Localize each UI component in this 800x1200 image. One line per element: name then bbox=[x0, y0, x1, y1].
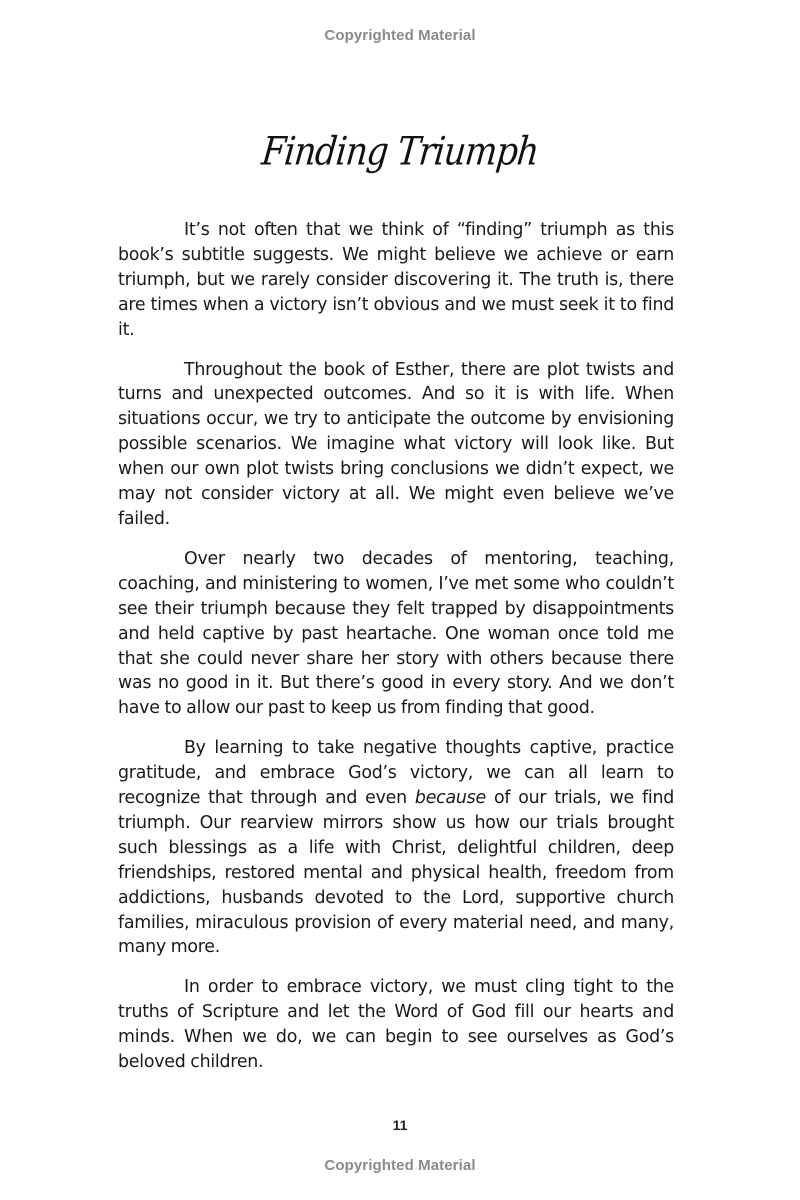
copyright-watermark-bottom: Copyrighted Material bbox=[324, 1157, 476, 1174]
paragraph-5: In order to embrace victory, we must cling tight to the truths of Scripture and let the Word of God fill our hearts and minds. When we do, we can begin to see ourselves as God’s beloved children. bbox=[118, 977, 674, 1073]
paragraph-3: Over nearly two decades of mentoring, teaching, coaching, and ministering to women, I’ve met some who couldn’t see their triumph because they felt trapped by disappointments and held captive by past heartache. One woman once told me that she could never share her story with others because there was no good in it. But there’s good in every story. And we don’t have to allow our past to keep us from finding that good. bbox=[118, 548, 674, 719]
paragraph-1: It’s not often that we think of “finding” triumph as this book’s subtitle suggests. We might believe we achieve or earn triumph, but we rarely consider discovering it. The truth is, there are times when a victory isn’t obvious and we must seek it to find it. bbox=[118, 220, 674, 340]
page-number: 11 bbox=[392, 1117, 408, 1133]
paragraph-4 bbox=[118, 736, 674, 960]
paragraph-4-before: By learning to take negative thoughts captive, practice gratitude, and embrace God’s victory, we can all learn to recognize that through and even bbox=[118, 738, 674, 809]
body-text bbox=[118, 218, 674, 1090]
paragraph-2: Throughout the book of Esther, there are plot twists and turns and unexpected outcomes. And so it is with life. When situations occur, we try to anticipate the outcome by envisioning possible scenarios. We imagine what victory will look like. But when our own plot twists bring conclusions we didn’t expect, we may not consider victory at all. We might even believe we’ve failed. bbox=[118, 359, 674, 529]
paragraph-4-after: of our trials, we find triumph. Our rearview mirrors show us how our trials brought such blessings as a life with Christ, delightful children, deep friendships, restored mental and physical health, freedom from addictions, husbands devoted to the Lord, supportive church families, miraculous provision of every material need, and many, many more. bbox=[118, 788, 675, 958]
chapter-title: Finding Triumph bbox=[259, 129, 541, 175]
copyright-watermark-top: Copyrighted Material bbox=[324, 27, 476, 44]
paragraph-4-emphasis: because bbox=[414, 788, 486, 809]
